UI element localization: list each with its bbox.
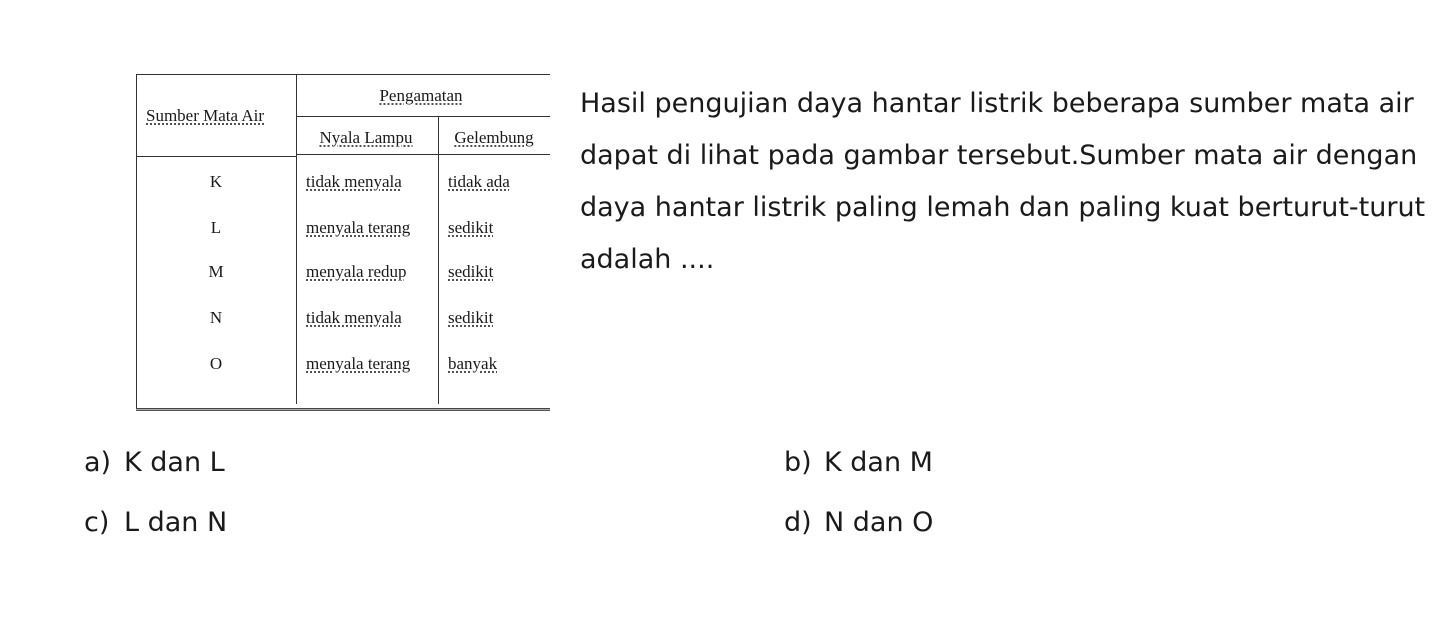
table-row-bubble-text: banyak — [448, 354, 498, 373]
table-divider-columns — [438, 116, 439, 404]
header-col-bubble — [454, 128, 533, 148]
table-row-source: O — [209, 354, 223, 373]
table-row-lamp-text: menyala terang — [306, 354, 411, 373]
table-row-lamp — [306, 172, 402, 192]
option-text: N dan O — [824, 507, 934, 538]
header-col-lamp-text: Nyala Lampu — [319, 128, 413, 147]
table-row-bubble-text: sedikit — [448, 262, 494, 281]
header-col-lamp — [320, 128, 413, 148]
table-row-bubble — [448, 308, 493, 328]
table-row-lamp-text: menyala redup — [306, 262, 407, 281]
table-row-bubble — [448, 218, 493, 238]
header-group-label — [379, 86, 462, 106]
table-header-bottom-left — [136, 156, 296, 157]
table-row-lamp — [306, 308, 402, 328]
table-row-bubble — [448, 354, 497, 374]
table-row-source: M — [208, 262, 224, 281]
table-border-top — [136, 74, 550, 75]
table-divider-source — [296, 74, 297, 404]
table-row-bubble-text: tidak ada — [448, 172, 510, 191]
table-row-lamp-text: menyala terang — [306, 218, 411, 237]
table-row-lamp-text: tidak menyala — [306, 172, 402, 191]
option-letter: b) — [784, 447, 812, 478]
table-row-bubble — [448, 172, 510, 192]
table-row-bubble-text: sedikit — [448, 218, 494, 237]
table-row-source: L — [210, 218, 222, 237]
table-row-source: N — [209, 308, 223, 327]
table-row-bubble-text: sedikit — [448, 308, 494, 327]
table-row-bubble — [448, 262, 493, 282]
header-row-label-text: Sumber Mata Air — [146, 106, 265, 125]
header-col-bubble-text: Gelembung — [454, 128, 534, 147]
table-row-lamp — [306, 262, 407, 282]
table-row-lamp-text: tidak menyala — [306, 308, 402, 327]
table-row-lamp — [306, 354, 410, 374]
header-group-label-text: Pengamatan — [379, 86, 463, 105]
table-border-left — [136, 74, 137, 410]
table-header-bottom-right — [296, 154, 550, 155]
table-row-lamp — [306, 218, 410, 238]
table-row-source: K — [209, 172, 223, 191]
option-a[interactable] — [84, 446, 225, 480]
observation-table — [136, 74, 550, 412]
option-text: K dan L — [124, 447, 225, 478]
table-subheader-line — [296, 116, 550, 117]
table-border-bottom — [136, 408, 550, 409]
option-letter: d) — [784, 507, 812, 538]
option-d[interactable] — [784, 506, 933, 540]
option-letter: a) — [84, 447, 112, 478]
option-letter: c) — [84, 507, 110, 538]
option-c[interactable] — [84, 506, 227, 540]
question-text: Hasil pengujian daya hantar listrik beberapa sumber mata air dapat di lihat pada gambar tersebut.Sumber mata air dengan daya hantar listrik paling lemah dan paling kuat berturut-turut adalah .... — [580, 88, 1426, 275]
option-text: K dan M — [824, 447, 933, 478]
option-text: L dan N — [124, 507, 228, 538]
option-b[interactable] — [784, 446, 933, 480]
header-row-label — [146, 106, 264, 126]
